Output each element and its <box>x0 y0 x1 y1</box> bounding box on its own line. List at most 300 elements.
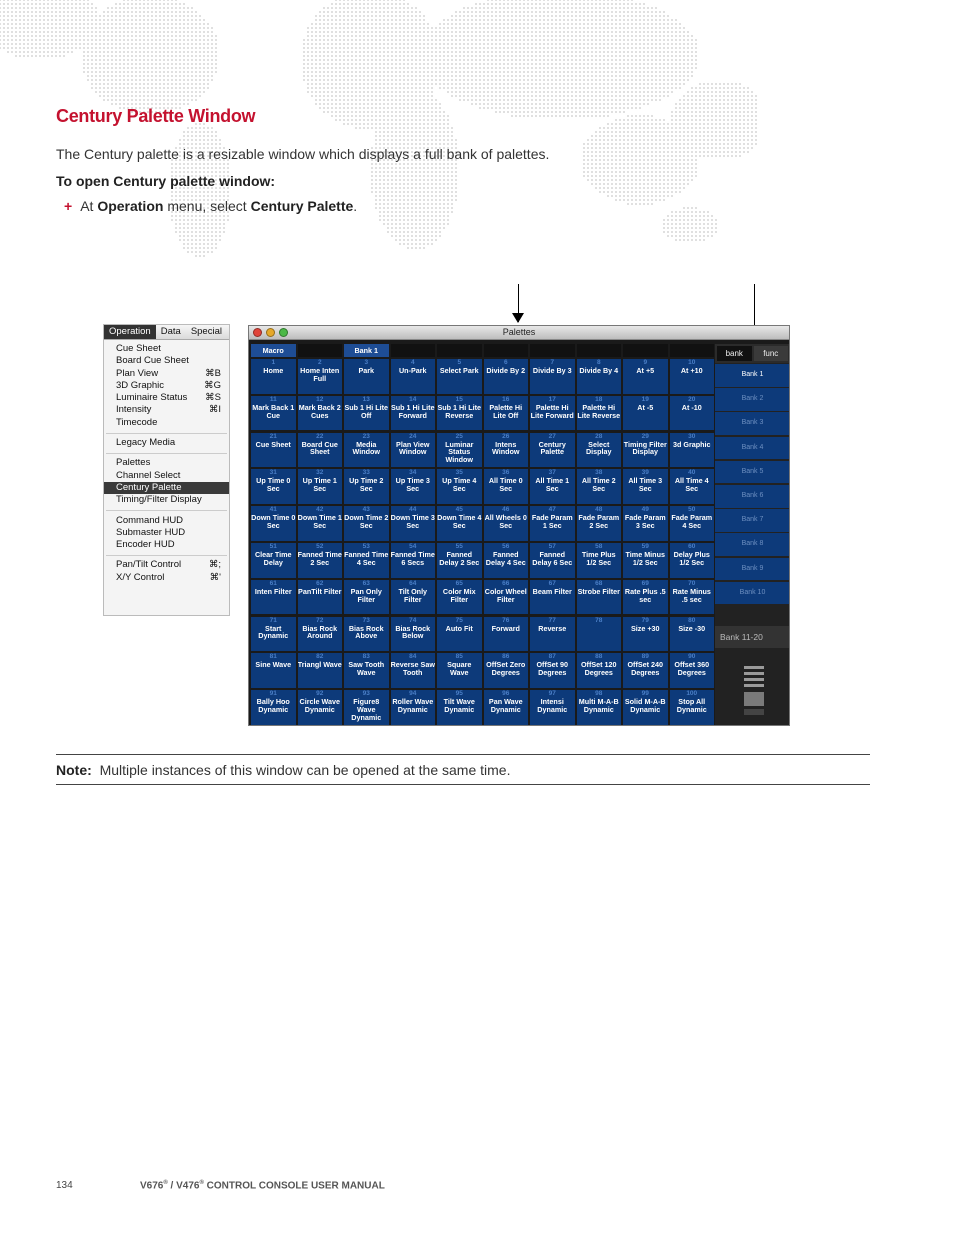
map-dot <box>731 135 733 137</box>
map-dot <box>207 47 209 49</box>
map-dot <box>559 35 561 37</box>
map-dot <box>747 131 749 133</box>
map-dot <box>187 83 189 85</box>
map-dot <box>507 43 509 45</box>
map-dot <box>519 47 521 49</box>
map-dot <box>603 67 605 69</box>
map-dot <box>27 43 29 45</box>
map-dot <box>359 83 361 85</box>
map-dot <box>367 47 369 49</box>
map-dot <box>627 67 629 69</box>
map-dot <box>371 59 373 61</box>
map-dot <box>635 87 637 89</box>
map-dot <box>619 87 621 89</box>
map-dot <box>399 55 401 57</box>
map-dot <box>571 99 573 101</box>
map-dot <box>183 75 185 77</box>
map-dot <box>727 139 729 141</box>
map-dot <box>311 63 313 65</box>
map-dot <box>511 43 513 45</box>
map-dot <box>619 139 621 141</box>
map-dot <box>751 111 753 113</box>
map-dot <box>755 99 757 101</box>
map-dot <box>415 99 417 101</box>
map-dot <box>131 51 133 53</box>
map-dot <box>379 107 381 109</box>
map-dot <box>183 15 185 17</box>
map-dot <box>367 39 369 41</box>
map-dot <box>35 19 37 21</box>
map-dot <box>683 151 685 153</box>
map-dot <box>467 63 469 65</box>
map-dot <box>79 35 81 37</box>
map-dot <box>327 51 329 53</box>
map-dot <box>627 119 629 121</box>
map-dot <box>639 59 641 61</box>
map-dot <box>23 11 25 13</box>
map-dot <box>487 107 489 109</box>
map-dot <box>639 31 641 33</box>
map-dot <box>391 103 393 105</box>
map-dot <box>387 55 389 57</box>
map-dot <box>607 131 609 133</box>
map-dot <box>387 139 389 141</box>
map-dot <box>211 75 213 77</box>
map-dot <box>135 47 137 49</box>
map-dot <box>211 167 213 169</box>
map-dot <box>467 19 469 21</box>
map-dot <box>547 103 549 105</box>
map-dot <box>511 75 513 77</box>
map-dot <box>455 23 457 25</box>
map-dot <box>0 15 1 17</box>
map-dot <box>631 19 633 21</box>
map-dot <box>483 47 485 49</box>
map-dot <box>187 143 189 145</box>
map-dot <box>67 47 69 49</box>
map-dot <box>567 47 569 49</box>
map-dot <box>367 123 369 125</box>
map-dot <box>179 143 181 145</box>
map-dot <box>587 103 589 105</box>
map-dot <box>363 7 365 9</box>
map-dot <box>83 7 85 9</box>
map-dot <box>567 87 569 89</box>
map-dot <box>119 3 121 5</box>
map-dot <box>595 39 597 41</box>
map-dot <box>455 11 457 13</box>
map-dot <box>587 43 589 45</box>
map-dot <box>739 123 741 125</box>
map-dot <box>679 139 681 141</box>
map-dot <box>0 11 1 13</box>
map-dot <box>359 115 361 117</box>
map-dot <box>619 95 621 97</box>
map-dot <box>11 43 13 45</box>
map-dot <box>3 43 5 45</box>
map-dot <box>427 95 429 97</box>
map-dot <box>27 7 29 9</box>
map-dot <box>667 139 669 141</box>
map-dot <box>159 27 161 29</box>
map-dot <box>427 31 429 33</box>
map-dot <box>411 63 413 65</box>
map-dot <box>447 119 449 121</box>
map-dot <box>463 7 465 9</box>
map-dot <box>63 27 65 29</box>
map-dot <box>23 23 25 25</box>
map-dot <box>123 71 125 73</box>
map-dot <box>307 31 309 33</box>
map-dot <box>607 91 609 93</box>
map-dot <box>655 83 657 85</box>
map-dot <box>91 55 93 57</box>
map-dot <box>407 15 409 17</box>
map-dot <box>103 47 105 49</box>
map-dot <box>603 35 605 37</box>
map-dot <box>195 43 197 45</box>
map-dot <box>659 127 661 129</box>
map-dot <box>755 119 757 121</box>
map-dot <box>567 107 569 109</box>
map-dot <box>559 67 561 69</box>
map-dot <box>135 31 137 33</box>
map-dot <box>735 91 737 93</box>
map-dot <box>387 115 389 117</box>
map-dot <box>439 103 441 105</box>
map-dot <box>191 131 193 133</box>
map-dot <box>107 99 109 101</box>
map-dot <box>739 143 741 145</box>
map-dot <box>147 59 149 61</box>
map-dot <box>607 139 609 141</box>
map-dot <box>387 71 389 73</box>
map-dot <box>443 63 445 65</box>
map-dot <box>439 59 441 61</box>
map-dot <box>311 71 313 73</box>
map-dot <box>399 143 401 145</box>
map-dot <box>583 39 585 41</box>
map-dot <box>519 0 521 1</box>
map-dot <box>75 47 77 49</box>
map-dot <box>451 127 453 129</box>
map-dot <box>423 39 425 41</box>
map-dot <box>567 83 569 85</box>
map-dot <box>471 55 473 57</box>
map-dot <box>527 0 529 1</box>
map-dot <box>335 51 337 53</box>
map-dot <box>407 139 409 141</box>
map-dot <box>607 167 609 169</box>
map-dot <box>639 63 641 65</box>
map-dot <box>179 103 181 105</box>
map-dot <box>435 39 437 41</box>
map-dot <box>603 99 605 101</box>
map-dot <box>387 83 389 85</box>
map-dot <box>575 67 577 69</box>
map-dot <box>411 119 413 121</box>
map-dot <box>135 103 137 105</box>
map-dot <box>619 127 621 129</box>
map-dot <box>631 35 633 37</box>
map-dot <box>339 15 341 17</box>
map-dot <box>355 127 357 129</box>
map-dot <box>551 19 553 21</box>
map-dot <box>667 23 669 25</box>
map-dot <box>143 91 145 93</box>
map-dot <box>367 67 369 69</box>
map-dot <box>627 47 629 49</box>
map-dot <box>359 7 361 9</box>
map-dot <box>555 79 557 81</box>
map-dot <box>359 3 361 5</box>
map-dot <box>467 7 469 9</box>
map-dot <box>427 127 429 129</box>
map-dot <box>507 83 509 85</box>
map-dot <box>403 175 405 177</box>
map-dot <box>411 27 413 29</box>
map-dot <box>79 23 81 25</box>
map-dot <box>199 143 201 145</box>
map-dot <box>107 59 109 61</box>
map-dot <box>723 91 725 93</box>
map-dot <box>619 0 621 1</box>
map-dot <box>591 55 593 57</box>
map-dot <box>159 83 161 85</box>
map-dot <box>535 55 537 57</box>
map-dot <box>383 31 385 33</box>
map-dot <box>7 43 9 45</box>
map-dot <box>651 31 653 33</box>
map-dot <box>619 159 621 161</box>
map-dot <box>487 55 489 57</box>
map-dot <box>383 83 385 85</box>
map-dot <box>131 71 133 73</box>
map-dot <box>179 11 181 13</box>
map-dot <box>423 67 425 69</box>
map-dot <box>583 83 585 85</box>
map-dot <box>723 87 725 89</box>
map-dot <box>627 171 629 173</box>
map-dot <box>183 87 185 89</box>
map-dot <box>647 143 649 145</box>
map-dot <box>539 19 541 21</box>
map-dot <box>407 119 409 121</box>
map-dot <box>623 175 625 177</box>
map-dot <box>183 79 185 81</box>
map-dot <box>375 135 377 137</box>
map-dot <box>611 7 613 9</box>
map-dot <box>115 11 117 13</box>
map-dot <box>375 107 377 109</box>
map-dot <box>215 71 217 73</box>
map-dot <box>719 111 721 113</box>
map-dot <box>175 35 177 37</box>
map-dot <box>175 19 177 21</box>
map-dot <box>739 99 741 101</box>
map-dot <box>139 59 141 61</box>
map-dot <box>171 0 173 1</box>
map-dot <box>95 91 97 93</box>
map-dot <box>547 79 549 81</box>
map-dot <box>551 55 553 57</box>
map-dot <box>603 63 605 65</box>
map-dot <box>687 171 689 173</box>
map-dot <box>607 143 609 145</box>
map-dot <box>679 115 681 117</box>
map-dot <box>591 43 593 45</box>
map-dot <box>659 59 661 61</box>
map-dot <box>115 47 117 49</box>
map-dot <box>675 27 677 29</box>
map-dot <box>55 39 57 41</box>
map-dot <box>539 91 541 93</box>
map-dot <box>467 39 469 41</box>
map-dot <box>343 67 345 69</box>
map-dot <box>87 27 89 29</box>
map-dot <box>655 19 657 21</box>
map-dot <box>315 75 317 77</box>
map-dot <box>367 99 369 101</box>
map-dot <box>99 75 101 77</box>
map-dot <box>323 107 325 109</box>
map-dot <box>143 51 145 53</box>
map-dot <box>427 107 429 109</box>
map-dot <box>575 111 577 113</box>
map-dot <box>63 51 65 53</box>
map-dot <box>735 107 737 109</box>
map-dot <box>563 59 565 61</box>
map-dot <box>663 71 665 73</box>
map-dot <box>631 143 633 145</box>
map-dot <box>507 35 509 37</box>
map-dot <box>555 103 557 105</box>
map-dot <box>47 39 49 41</box>
map-dot <box>143 75 145 77</box>
map-dot <box>83 43 85 45</box>
map-dot <box>679 27 681 29</box>
map-dot <box>315 71 317 73</box>
map-dot <box>543 35 545 37</box>
map-dot <box>407 103 409 105</box>
map-dot <box>519 71 521 73</box>
map-dot <box>87 75 89 77</box>
map-dot <box>655 39 657 41</box>
map-dot <box>683 59 685 61</box>
map-dot <box>659 63 661 65</box>
map-dot <box>115 43 117 45</box>
map-dot <box>375 71 377 73</box>
map-dot <box>647 39 649 41</box>
map-dot <box>7 47 9 49</box>
map-dot <box>59 23 61 25</box>
map-dot <box>143 59 145 61</box>
map-dot <box>371 71 373 73</box>
map-dot <box>179 31 181 33</box>
map-dot <box>599 71 601 73</box>
map-dot <box>111 71 113 73</box>
map-dot <box>591 171 593 173</box>
map-dot <box>423 43 425 45</box>
map-dot <box>67 3 69 5</box>
map-dot <box>731 87 733 89</box>
map-dot <box>167 15 169 17</box>
map-dot <box>707 107 709 109</box>
map-dot <box>643 151 645 153</box>
map-dot <box>723 151 725 153</box>
map-dot <box>743 147 745 149</box>
map-dot <box>491 55 493 57</box>
map-dot <box>531 103 533 105</box>
map-dot <box>415 83 417 85</box>
map-dot <box>43 19 45 21</box>
map-dot <box>547 91 549 93</box>
map-dot <box>455 163 457 165</box>
map-dot <box>751 135 753 137</box>
map-dot <box>107 39 109 41</box>
map-dot <box>367 79 369 81</box>
map-dot <box>111 103 113 105</box>
map-dot <box>747 87 749 89</box>
map-dot <box>187 103 189 105</box>
map-dot <box>551 63 553 65</box>
map-dot <box>211 131 213 133</box>
map-dot <box>499 31 501 33</box>
map-dot <box>483 55 485 57</box>
map-dot <box>695 51 697 53</box>
map-dot <box>171 31 173 33</box>
map-dot <box>179 15 181 17</box>
map-dot <box>747 135 749 137</box>
map-dot <box>611 67 613 69</box>
map-dot <box>687 39 689 41</box>
map-dot <box>399 103 401 105</box>
map-dot <box>507 111 509 113</box>
map-dot <box>463 95 465 97</box>
map-dot <box>699 143 701 145</box>
map-dot <box>363 95 365 97</box>
map-dot <box>523 59 525 61</box>
map-dot <box>587 31 589 33</box>
map-dot <box>103 59 105 61</box>
map-dot <box>147 15 149 17</box>
map-dot <box>547 39 549 41</box>
map-dot <box>611 103 613 105</box>
map-dot <box>651 175 653 177</box>
map-dot <box>679 159 681 161</box>
map-dot <box>347 83 349 85</box>
map-dot <box>139 55 141 57</box>
map-dot <box>643 19 645 21</box>
map-dot <box>507 63 509 65</box>
map-dot <box>179 95 181 97</box>
map-dot <box>95 55 97 57</box>
map-dot <box>603 39 605 41</box>
map-dot <box>619 43 621 45</box>
map-dot <box>491 91 493 93</box>
map-dot <box>359 43 361 45</box>
map-dot <box>403 63 405 65</box>
map-dot <box>167 7 169 9</box>
map-dot <box>607 87 609 89</box>
map-dot <box>559 0 561 1</box>
map-dot <box>639 135 641 137</box>
map-dot <box>375 19 377 21</box>
map-dot <box>451 131 453 133</box>
map-dot <box>383 0 385 1</box>
map-dot <box>355 39 357 41</box>
map-dot <box>643 15 645 17</box>
